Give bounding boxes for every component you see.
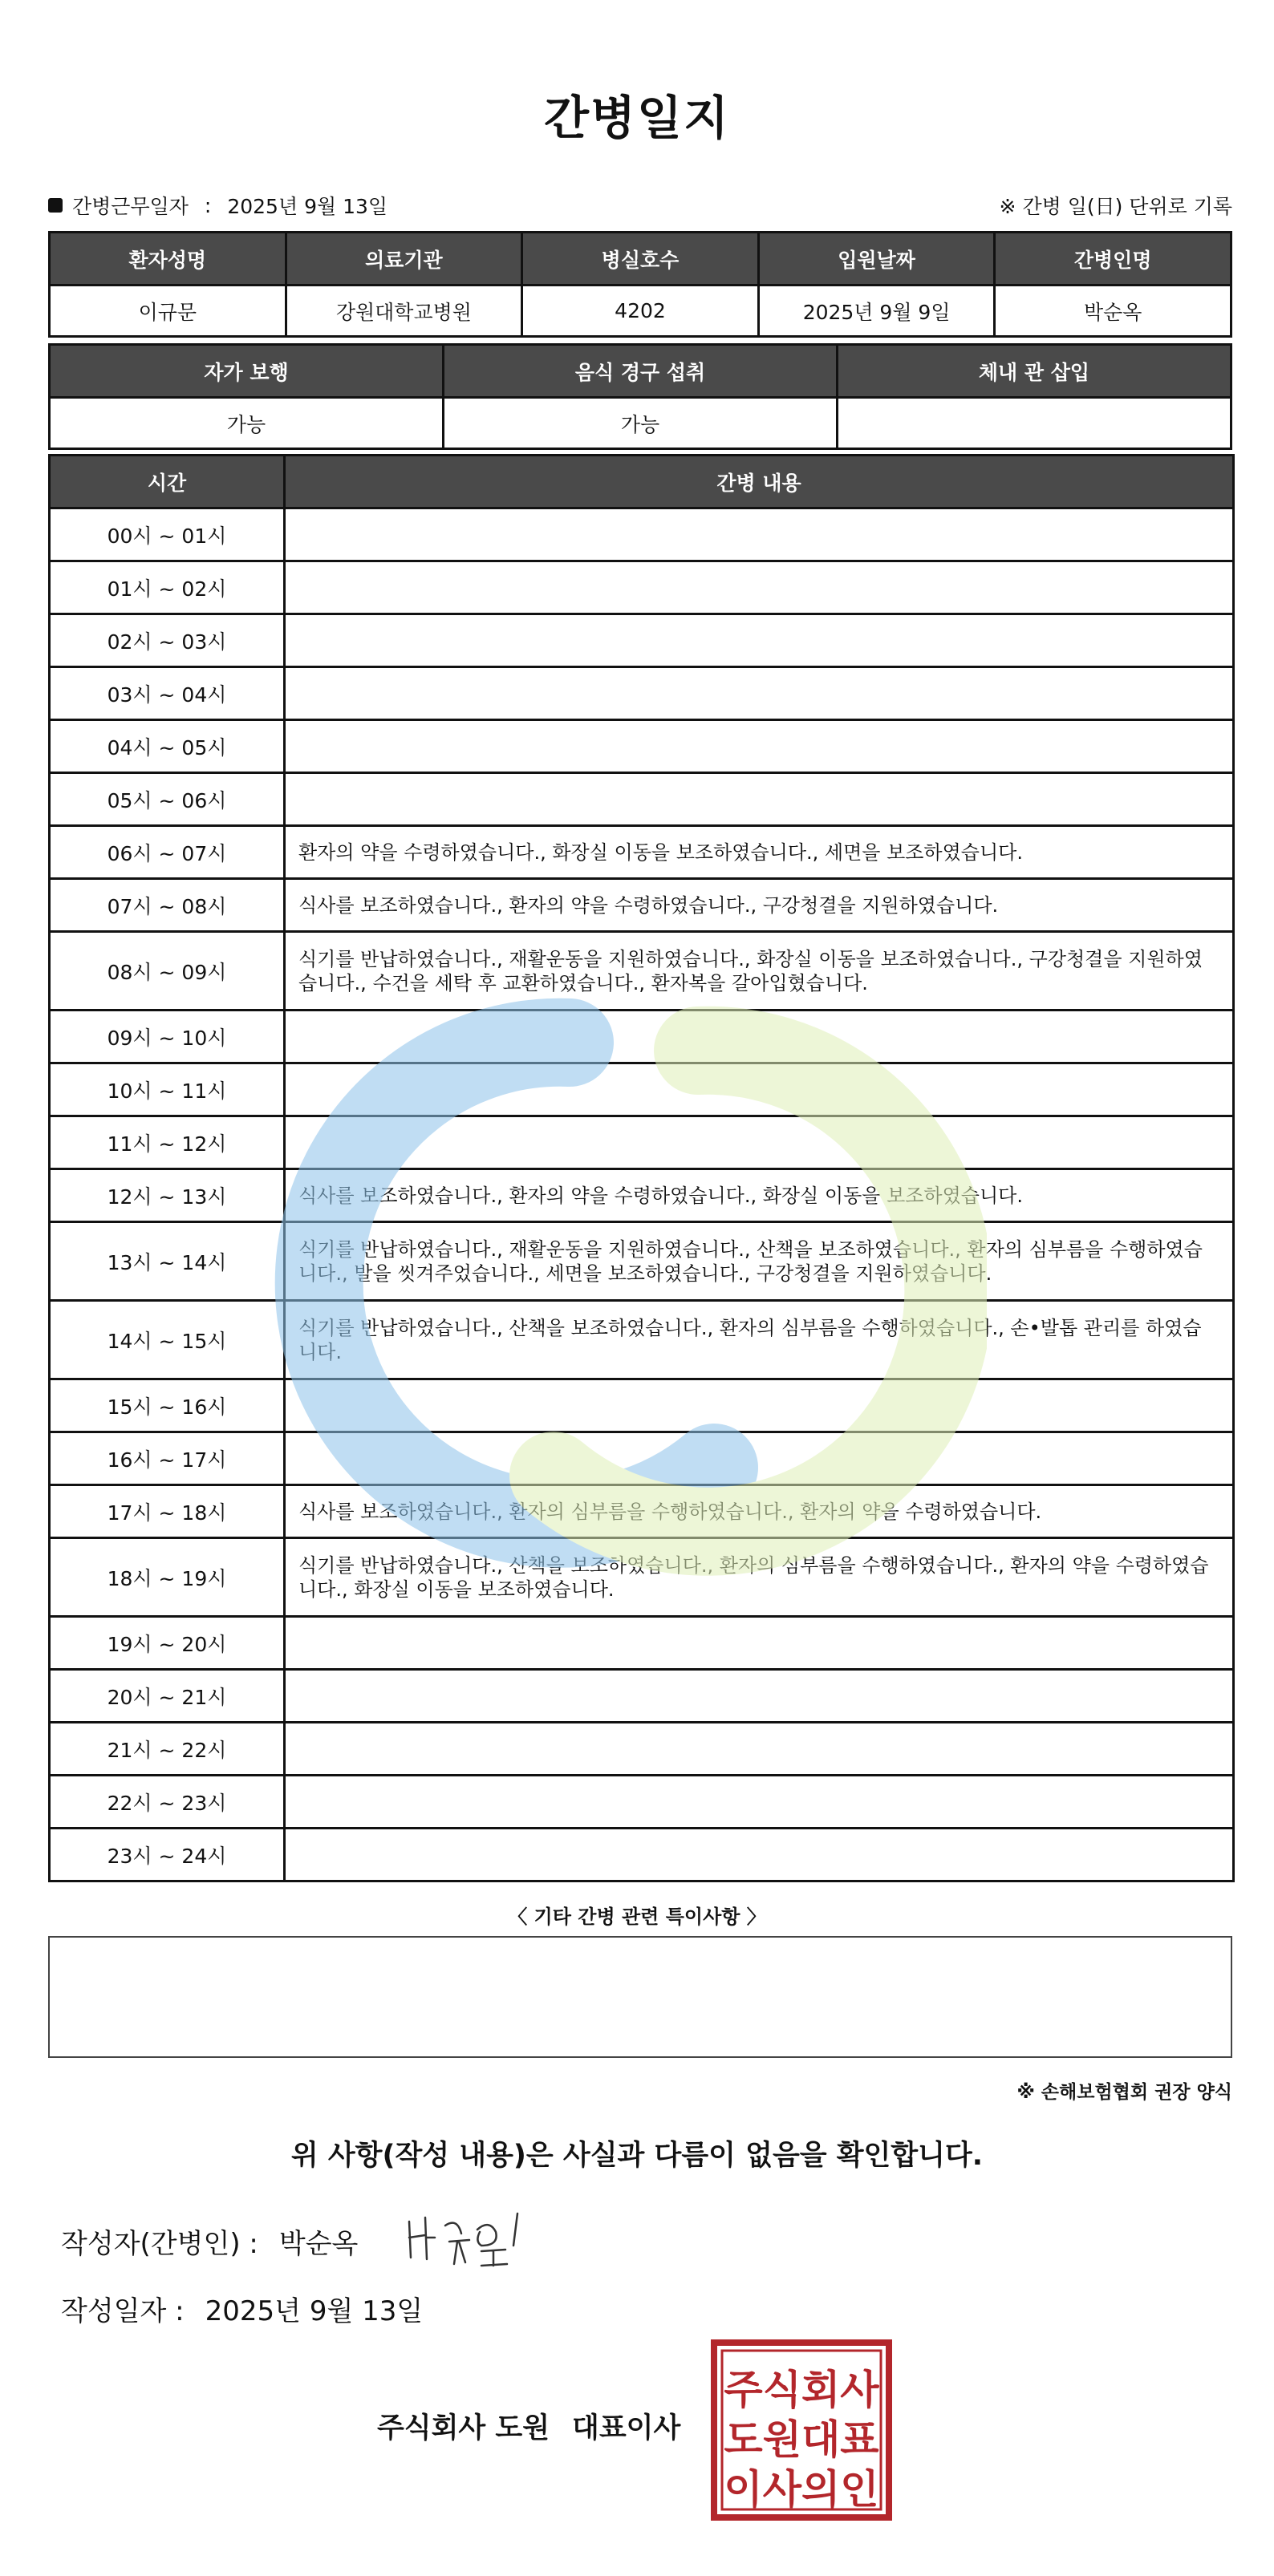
log-row — [50, 1011, 1234, 1063]
log-time-cell: 05시 ~ 06시 — [50, 773, 285, 826]
log-row — [50, 1116, 1234, 1169]
log-time-cell: 06시 ~ 07시 — [50, 826, 285, 879]
log-content-cell — [285, 508, 1234, 561]
log-content-cell: 식기를 반납하였습니다., 산책을 보조하였습니다., 환자의 심부름을 수행하였습니다., 손•발톱 관리를 하였습니다. — [285, 1301, 1234, 1379]
header-oral-intake: 음식 경구 섭취 — [444, 345, 838, 398]
self-walking-value: 가능 — [50, 398, 444, 449]
log-content-cell: 식사를 보조하였습니다., 환자의 약을 수령하였습니다., 구강청결을 지원하였습니다. — [285, 879, 1234, 932]
log-row — [50, 1169, 1234, 1222]
recommended-form-note: ※ 손해보험협회 권장 양식 — [1016, 2082, 1232, 2103]
svg-text:도원대표: 도원대표 — [724, 2416, 879, 2463]
handwritten-signature — [401, 2201, 546, 2274]
written-date-label: 작성일자 : — [61, 2295, 185, 2327]
special-notes-title: 〈 기타 간병 관련 특이사항 〉 — [508, 1906, 766, 1928]
log-row — [50, 561, 1234, 614]
log-content-cell — [285, 1011, 1234, 1063]
header-care-content: 간병 내용 — [285, 456, 1234, 508]
log-time-cell: 23시 ~ 24시 — [50, 1829, 285, 1881]
log-row — [50, 1776, 1234, 1829]
log-content-cell: 식기를 반납하였습니다., 재활운동을 지원하였습니다., 산책을 보조하였습니다., 환자의 심부름을 수행하였습니다., 발을 씻겨주었습니다., 세면을 보조하였습니다., 구강청결을 지원하였습니다. — [285, 1222, 1234, 1301]
log-time-cell: 22시 ~ 23시 — [50, 1776, 285, 1829]
patient-info-header-row — [50, 233, 1231, 286]
company-line — [377, 2406, 680, 2446]
header-room: 병실호수 — [522, 233, 759, 286]
caregiver-name: 박순옥 — [995, 286, 1231, 337]
log-row — [50, 1063, 1234, 1116]
log-row — [50, 1617, 1234, 1670]
ability-header-row — [50, 345, 1231, 398]
log-row — [50, 1538, 1234, 1617]
svg-text:이사의인: 이사의인 — [724, 2466, 879, 2513]
tube-insertion-value — [838, 398, 1231, 449]
log-row — [50, 1379, 1234, 1432]
log-row — [50, 614, 1234, 667]
log-time-cell: 04시 ~ 05시 — [50, 720, 285, 773]
writer-name: 박순옥 — [278, 2228, 359, 2260]
log-content-cell: 식사를 보조하였습니다., 환자의 약을 수령하였습니다., 화장실 이동을 보조하였습니다. — [285, 1169, 1234, 1222]
log-time-cell: 16시 ~ 17시 — [50, 1432, 285, 1485]
log-row — [50, 1485, 1234, 1538]
log-row — [50, 1222, 1234, 1301]
log-row — [50, 879, 1234, 932]
log-row — [50, 667, 1234, 720]
confirmation-statement: 위 사항(작성 내용)은 사실과 다름이 없음을 확인합니다. — [290, 2140, 984, 2172]
log-time-cell: 09시 ~ 10시 — [50, 1011, 285, 1063]
patient-info-value-row — [50, 286, 1231, 337]
log-row — [50, 1670, 1234, 1723]
log-content-cell — [285, 720, 1234, 773]
log-time-cell: 20시 ~ 21시 — [50, 1670, 285, 1723]
company-seal-stamp — [709, 2338, 894, 2522]
log-time-cell: 19시 ~ 20시 — [50, 1617, 285, 1670]
log-row — [50, 932, 1234, 1011]
log-time-cell: 18시 ~ 19시 — [50, 1538, 285, 1617]
care-log-table — [48, 454, 1235, 1882]
log-row — [50, 1432, 1234, 1485]
page-title: 간병일지 — [543, 91, 731, 145]
log-row — [50, 508, 1234, 561]
patient-ability-table — [48, 343, 1232, 450]
log-content-cell — [285, 1829, 1234, 1881]
log-content-cell: 환자의 약을 수령하였습니다., 화장실 이동을 보조하였습니다., 세면을 보조하였습니다. — [285, 826, 1234, 879]
log-row — [50, 773, 1234, 826]
patient-info-table — [48, 231, 1232, 338]
work-date-separator: : — [204, 193, 212, 217]
log-time-cell: 07시 ~ 08시 — [50, 879, 285, 932]
header-caregiver-name: 간병인명 — [995, 233, 1231, 286]
log-row — [50, 1723, 1234, 1776]
log-content-cell — [285, 667, 1234, 720]
work-date-group — [48, 191, 387, 220]
hospital-name: 강원대학교병원 — [286, 286, 522, 337]
log-row — [50, 720, 1234, 773]
log-row — [50, 1301, 1234, 1379]
log-time-cell: 15시 ~ 16시 — [50, 1379, 285, 1432]
header-self-walking: 자가 보행 — [50, 345, 444, 398]
company-ceo-title: 대표이사 — [572, 2412, 681, 2444]
log-time-cell: 02시 ~ 03시 — [50, 614, 285, 667]
log-time-cell: 21시 ~ 22시 — [50, 1723, 285, 1776]
log-row — [50, 1829, 1234, 1881]
work-date-label: 간병근무일자 — [72, 195, 189, 218]
log-content-cell: 식사를 보조하였습니다., 환자의 심부름을 수행하였습니다., 환자의 약을 수령하였습니다. — [285, 1485, 1234, 1538]
log-content-cell — [285, 1116, 1234, 1169]
log-content-cell — [285, 773, 1234, 826]
meta-row — [48, 189, 1232, 221]
special-notes-box — [48, 1936, 1232, 2058]
patient-name: 이규문 — [50, 286, 286, 337]
header-admission-date: 입원날짜 — [758, 233, 995, 286]
log-time-cell: 17시 ~ 18시 — [50, 1485, 285, 1538]
log-time-cell: 12시 ~ 13시 — [50, 1169, 285, 1222]
log-time-cell: 03시 ~ 04시 — [50, 667, 285, 720]
log-content-cell — [285, 1063, 1234, 1116]
log-row — [50, 826, 1234, 879]
log-time-cell: 08시 ~ 09시 — [50, 932, 285, 1011]
log-time-cell: 11시 ~ 12시 — [50, 1116, 285, 1169]
ability-value-row — [50, 398, 1231, 449]
writer-label: 작성자(간병인) : — [61, 2228, 258, 2260]
writer-line — [61, 2222, 358, 2261]
log-content-cell — [285, 614, 1234, 667]
log-content-cell — [285, 1723, 1234, 1776]
work-date-value: 2025년 9월 13일 — [227, 195, 388, 218]
admission-date: 2025년 9월 9일 — [758, 286, 995, 337]
header-hospital: 의료기관 — [286, 233, 522, 286]
log-content-cell — [285, 561, 1234, 614]
svg-text:주식회사: 주식회사 — [724, 2367, 879, 2413]
log-time-cell: 00시 ~ 01시 — [50, 508, 285, 561]
oral-intake-value: 가능 — [444, 398, 838, 449]
written-date-value: 2025년 9월 13일 — [205, 2295, 424, 2327]
written-date-line — [61, 2289, 423, 2328]
log-content-cell: 식기를 반납하였습니다., 재활운동을 지원하였습니다., 화장실 이동을 보조하였습니다., 구강청결을 지원하였습니다., 수건을 세탁 후 교환하였습니다., 환자복을 갈아입혔습니다. — [285, 932, 1234, 1011]
room-number: 4202 — [522, 286, 759, 337]
header-patient-name: 환자성명 — [50, 233, 286, 286]
log-header-row — [50, 456, 1234, 508]
log-content-cell — [285, 1670, 1234, 1723]
header-time: 시간 — [50, 456, 285, 508]
log-time-cell: 14시 ~ 15시 — [50, 1301, 285, 1379]
company-name: 주식회사 도원 — [377, 2412, 550, 2444]
log-time-cell: 01시 ~ 02시 — [50, 561, 285, 614]
log-time-cell: 13시 ~ 14시 — [50, 1222, 285, 1301]
log-time-cell: 10시 ~ 11시 — [50, 1063, 285, 1116]
log-content-cell — [285, 1776, 1234, 1829]
log-content-cell — [285, 1617, 1234, 1670]
log-content-cell — [285, 1432, 1234, 1485]
square-bullet-icon — [48, 198, 63, 213]
daily-record-note: ※ 간병 일(日) 단위로 기록 — [999, 195, 1232, 218]
header-tube-insertion: 체내 관 삽입 — [838, 345, 1231, 398]
log-content-cell: 식기를 반납하였습니다., 산책을 보조하였습니다., 환자의 심부름을 수행하였습니다., 환자의 약을 수령하였습니다., 화장실 이동을 보조하였습니다. — [285, 1538, 1234, 1617]
log-content-cell — [285, 1379, 1234, 1432]
